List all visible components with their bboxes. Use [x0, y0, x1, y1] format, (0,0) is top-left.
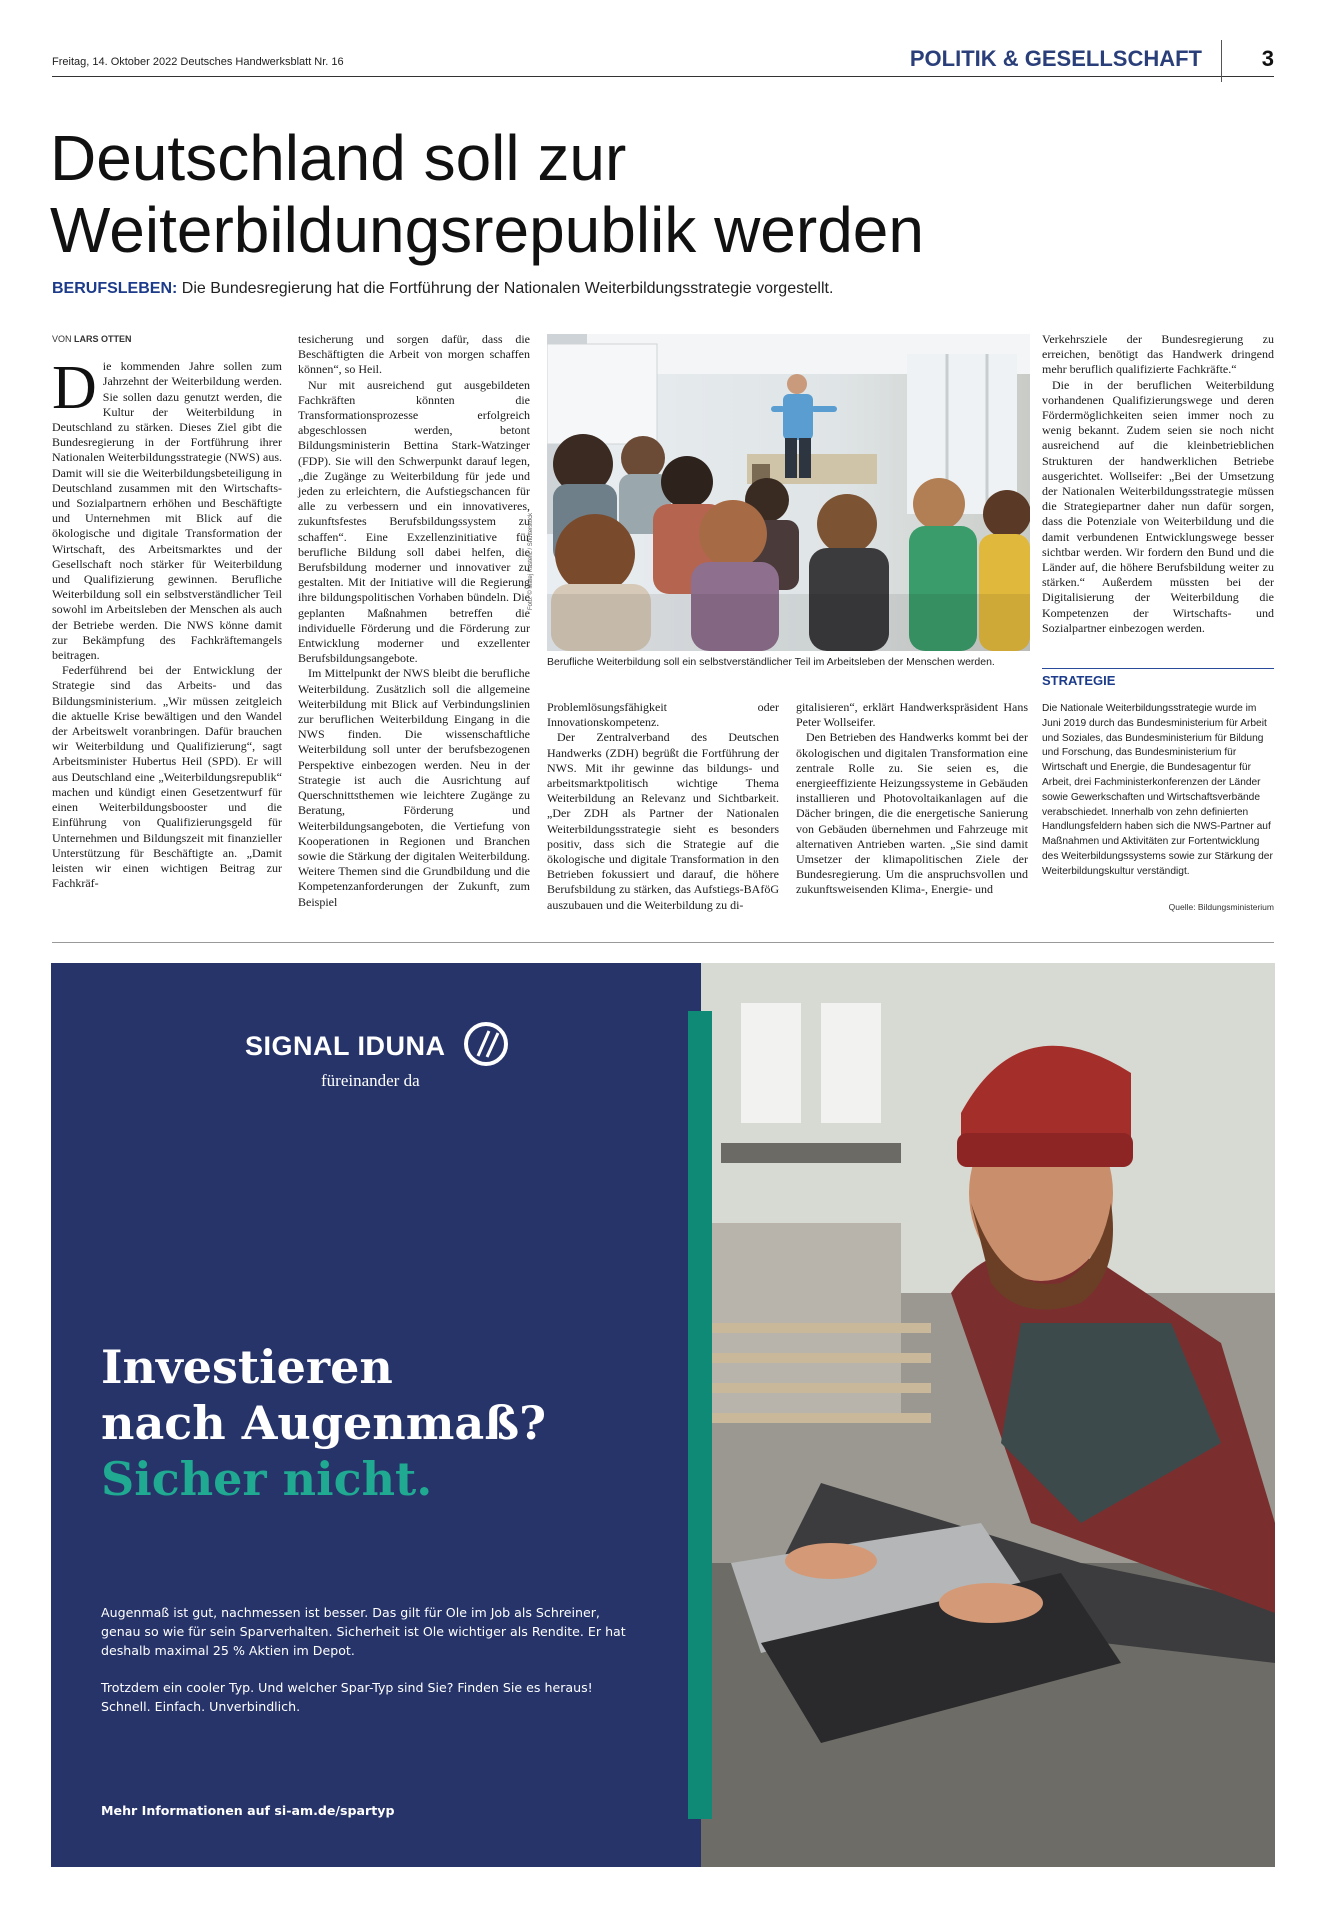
ad-headline-line: nach Augenmaß?: [101, 1396, 547, 1450]
ad-headline: [101, 1339, 546, 1451]
paragraph: Verkehrsziele der Bundesregierung zu erreichen, benötigt das Handwerk dringend mehr beruflich qualifizierte Fachkräfte.“: [1042, 332, 1274, 377]
paragraph: Der Zentralverband des Deutschen Handwerks (ZDH) begrüßt die Fortführung der NWS. Mit ihr gewinne das bildungs- und arbeitsmarktpolitisch wichtige Thema Weiterbildung an Relevanz und Sichtbarkeit. „Der ZDH als Partner der Nationalen Weiterbildungsstrategie sieht es besonders positiv, dass sich die Strategie auf die ökologische und digitale Transformation in den Betrieben fokussiert und darauf, die höhere Berufsbildung zu stärken, das Aufstiegs-BAföG auszubauen und die Weiterbildung zu di-: [547, 730, 779, 912]
drop-cap: D: [52, 354, 97, 423]
article-column-3: [547, 700, 779, 913]
section-title: POLITIK & GESELLSCHAFT: [909, 46, 1202, 71]
subline-text: Die Bundesregierung hat die Fortführung der Nationalen Weiterbildungsstrategie vorgestellt.: [177, 280, 834, 297]
byline-prefix: VON: [52, 334, 75, 344]
section-divider: [52, 942, 1274, 943]
infobox-title: STRATEGIE: [1042, 668, 1274, 688]
advertisement: [51, 963, 1275, 1867]
page-header: [52, 46, 1274, 77]
ad-more-info-link[interactable]: Mehr Informationen auf si-am.de/spartyp: [101, 1803, 395, 1818]
paragraph: Den Betrieben des Handwerks kommt bei der ökologischen und digitalen Transformation eine zentrale Rolle zu. Sie seien es, die energieeffiziente Heizungssysteme in Gebäuden installieren und Photovoltaikanlagen auf die Dächer bringen, die die energetische Sanierung von Gebäuden übernehmen und Fahrzeuge mit alternativen Antrieben warten. „Sie sind damit Umsetzer der klimapolitischen Ziele der Bundesregierung. Um die anspruchsvollen und zukunftsweisenden Klima-, Energie- und: [796, 730, 1028, 897]
article-headline: Deutschland soll zur Weiterbildungsrepublik werden: [50, 122, 924, 266]
subline-kicker: BERUFSLEBEN:: [52, 280, 178, 297]
ad-body: [101, 1603, 641, 1734]
article-column-1: [52, 332, 282, 891]
paragraph: gitalisieren“, erklärt Handwerkspräsident Hans Peter Wollseifer.: [796, 700, 1028, 730]
paragraph: Im Mittelpunkt der NWS bleibt die berufliche Weiterbildung. Zusätzlich soll die allgemeine Weiterbildung mit Blick auf Verbindungslinien zur beruflichen Weiterbildung Eingang in die NWS finden. Die wissenschaftliche Weiterbildung soll unter der berufsbezogenen Perspektive einbezogen werden. Neu in der Strategie ist auch die Ausrichtung auf Querschnittsthemen wie leichtere Zugänge zu Beratung, Förderung und Weiterbildungsangeboten, die Vertiefung von Kooperationen in Regionen und Branchen sowie die Stärkung der digitalen Weiterbildung. Weitere Themen sind die Grundbildung und die Kompetenzanforderungen der Zukunft, zum Beispiel: [298, 666, 530, 909]
ad-photo: [701, 963, 1275, 1867]
brand-logo: SIGNAL IDUNA: [245, 1031, 446, 1061]
infobox-source: Quelle: Bildungsministerium: [1168, 902, 1274, 912]
carpenter-illustration: [701, 963, 1275, 1867]
ad-headline-line: Investieren: [101, 1340, 393, 1394]
ad-paragraph: Trotzdem ein cooler Typ. Und welcher Spar-Typ sind Sie? Finden Sie es heraus! Schnell. Einfach. Unverbindlich.: [101, 1680, 593, 1714]
author-name: LARS OTTEN: [74, 334, 132, 344]
photo-caption: Berufliche Weiterbildung soll ein selbstverständlicher Teil im Arbeitsleben der Menschen werden.: [547, 656, 995, 668]
infobox-text: Die Nationale Weiterbildungsstrategie wurde im Juni 2019 durch das Bundesministerium für Arbeit und Soziales, das Bundesministerium für Bildung und Forschung, das Bundesministerium für Wirtschaft und Energie, die Bundesagentur für Arbeit, drei Fachministerkonferenzen der Länder sowie Gewerkschaften und Wirtschaftsverbände verabschiedet. Innerhalb von zehn definierten Handlungsfeldern haben sich die NWS-Partner auf Maßnahmen und Aktivitäten zur Fortentwicklung des Weiterbildungssystems sowie zur Stärkung der Weiterbildungskultur verständigt.: [1042, 703, 1273, 877]
paragraph: tesicherung und sorgen dafür, dass die Beschäftigten die Arbeit von morgen schaffen können“, so Heil.: [298, 332, 530, 377]
seminar-photo: [547, 334, 1030, 651]
brand-claim: füreinander da: [321, 1071, 420, 1090]
paragraph: Problemlösungsfähigkeit oder Innovationskompetenz.: [547, 700, 779, 730]
brand-logo-icon: [461, 1019, 511, 1069]
page-number: 3: [1261, 46, 1274, 71]
paragraph: Die in der beruflichen Weiterbildung vorhandenen Qualifizierungswege und deren Fördermöglichkeiten seien immer noch zu wenig bekannt. Zudem seien sie noch nicht ausreichend auf die kleinbetrieblichen Strukturen der handwerklichen Betriebe ausgerichtet. Wollseifer: „Bei der Umsetzung der Nationalen Weiterbildungsstrategie müssen die Strategiepartner daher nun dafür sorgen, dass die Potenziale von Weiterbildung und die damit verbundenen Entwicklungswege besser sichtbar werden. Wir fordern den Bund und die Länder auf, die höhere Berufsbildung weiter zu stärken.“ Außerdem müssten bei der Digitalisierung der Weiterbildung die Kompetenzen der Wirtschafts- und Sozialpartner einbezogen werden.: [1042, 377, 1274, 635]
article-column-4: [796, 700, 1028, 898]
byline: [52, 332, 282, 347]
photo-credit: Foto: © Matej Kastelic / Shutterstock: [528, 512, 534, 610]
article-column-5: [1042, 332, 1274, 636]
article-subline: [52, 280, 833, 298]
issue-info: Freitag, 14. Oktober 2022 Deutsches Handwerksblatt Nr. 16: [52, 56, 344, 68]
accent-stripe: [688, 1011, 712, 1819]
paragraph: Nur mit ausreichend gut ausgebildeten Fachkräften könnten die Transformationsprozesse erfolgreich abgeschlossen werden, betont Bildungsministerin Bettina Stark-Watzinger (FDP). Sie will den Schwerpunkt darauf legen, „die Zugänge zu Weiterbildung für jede und jeden zu erleichtern, die Aufstiegschancen für alle zu verbessern und ein innovativeres, zukunftsfestes Berufsbildungssystem zu schaffen“. Eine Exzellenzinitiative für berufliche Bildung soll dabei helfen, die Berufsbildung moderner und innovativer zu gestalten. Mit der Initiative will die Regierung ihre bildungspolitischen Vorhaben bündeln. Die geplanten Maßnahmen betreffen die individuelle Förderung und die Förderung zur Entwicklung moderner und exzellenter Berufsbildungsangebote.: [298, 377, 530, 666]
paragraph: Federführend bei der Entwicklung der Strategie sind das Arbeits- und das Bildungsministerium. „Wir müssen zeitgleich die aktuelle Krise bewältigen und den Wandel der Arbeitswelt voranbringen. Dafür brauchen wir Weiterbildung und Qualifizierung“, sagt Arbeitsminister Hubertus Heil (SPD). Er will aus Deutschland eine „Weiterbildungsrepublik“ machen und kündigt einen Gesetzentwurf für einen Weiterbildungsbooster und die Einführung von Qualifizierungsgeld für Unternehmen und Bildungszeit mit finanzieller Unterstützung für Beschäftigte an. „Damit leisten wir einen wichtigen Beitrag zur Fachkräf-: [52, 663, 282, 891]
paragraph: ie kommenden Jahre sollen zum Jahrzehnt der Weiterbildung werden. Sie sollen dazu genutzt werden, die Kultur der Weiterbildung in Deutschland zu stärken. Dieses Ziel gibt die Bundesregierung in der Fortführung ihrer Nationalen Weiterbildungsstrategie (NWS) aus. Damit will sie die Weiterbildungsbeteiligung in Deutschland zusammen mit den Wirtschafts- und Sozialpartnern erhöhen und Beschäftigte und Unternehmen mit Blick auf die ökologische und digitale Transformation der Wirtschaft, des Arbeitsmarktes und der Gesellschaft noch stärker für Weiterbildung und Qualifizierung gewinnen. Berufliche Weiterbildung soll ein selbstverständlicher Teil sowohl im Arbeitsleben der Menschen als auch der Betriebe werden. Die NWS könne damit zur Bekämpfung des Fachkräftemangels beitragen.: [52, 359, 282, 663]
seminar-illustration: [547, 334, 1030, 651]
header-divider: [1221, 40, 1222, 82]
ad-paragraph: Augenmaß ist gut, nachmessen ist besser. Das gilt für Ole im Job als Schreiner, genau so wie für sein Sparverhalten. Sicherheit ist Ole wichtiger als Rendite. Er hat deshalb maximal 25 % Aktien im Depot.: [101, 1605, 626, 1658]
article-column-2: [298, 332, 530, 910]
ad-headline-accent: Sicher nicht.: [101, 1452, 433, 1506]
